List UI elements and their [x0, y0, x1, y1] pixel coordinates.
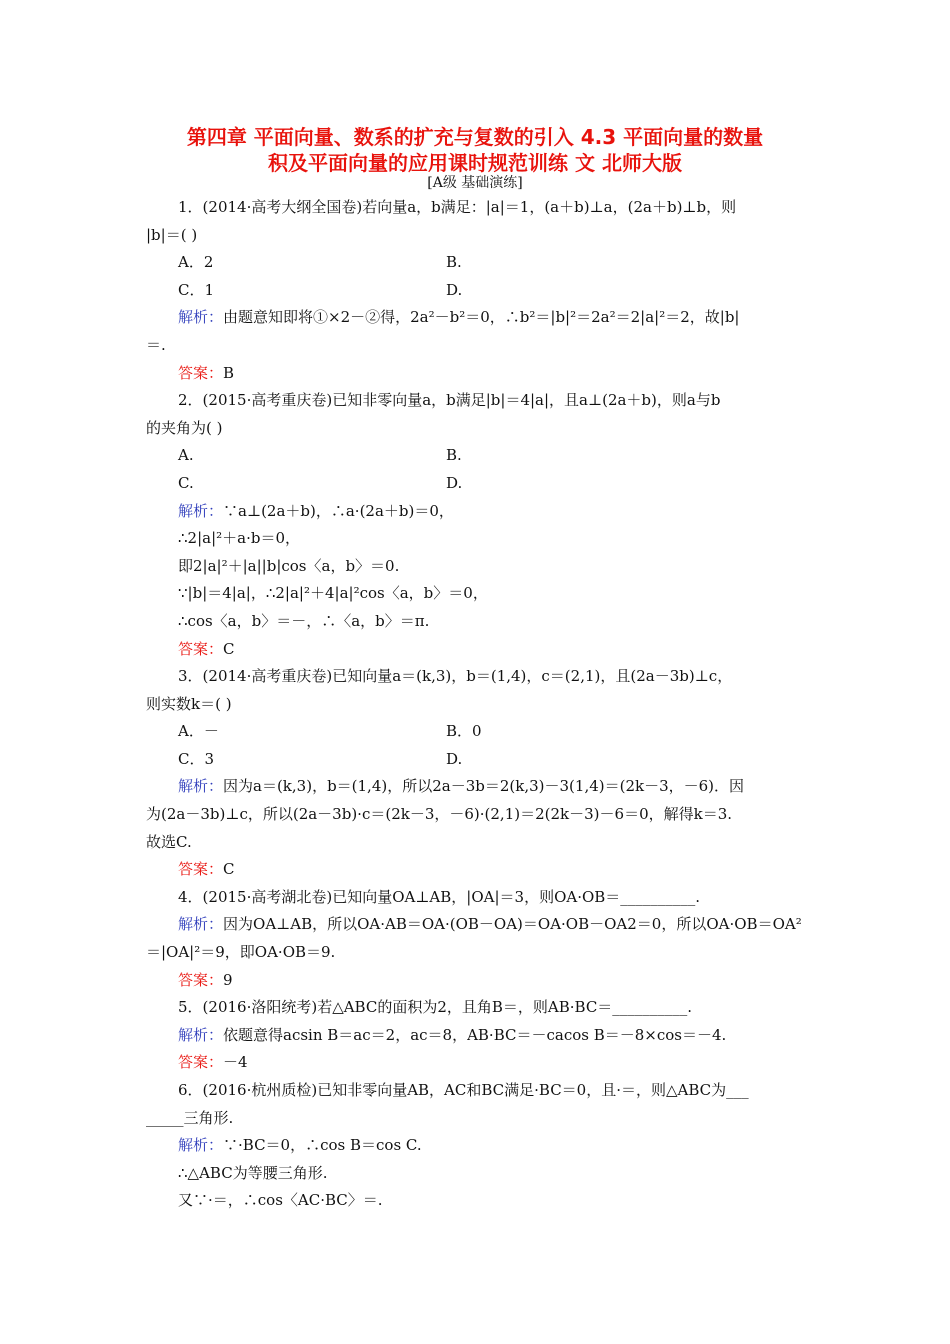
q2-analysis-text-1: ∵a⊥(2a＋b)，∴a·(2a＋b)＝0， [223, 501, 454, 520]
q1-answer-label: 答案： [178, 363, 224, 382]
q3-choices-row-1 [146, 718, 808, 746]
q1-choice-c: C．1 [178, 280, 215, 299]
q2-choices-row-2 [146, 470, 808, 498]
q2-analysis-line-3: 即2|a|²＋|a||b|cos〈a，b〉＝0. [178, 556, 400, 575]
q2-answer-value: C [223, 639, 235, 658]
q2-choice-c: C. [178, 473, 194, 492]
q5-answer-value: －4 [223, 1053, 248, 1072]
q5-answer-label: 答案： [178, 1053, 224, 1072]
q2-stem-line-1: 2．(2015·高考重庆卷)已知非零向量a，b满足|b|＝4|a|，且a⊥(2a＋b)，则a与b [178, 391, 721, 410]
q5-analysis-text: 依题意得acsin B＝ac＝2，ac＝8，AB·BC＝－cacos B＝－8×cos＝－4. [223, 1025, 727, 1044]
q4-analysis-line-2: ＝|OA|²＝9，即OA·OB＝9. [146, 943, 336, 962]
title-line-1: 第四章 平面向量、数系的扩充与复数的引入 4.3 平面向量的数量 [186, 125, 764, 149]
q1-analysis-text-1: 由题意知即将①×2－②得，2a²－b²＝0，∴b²＝|b|²＝2a²＝2|a|²＝2，故|b| [223, 308, 740, 327]
q4-answer-value: 9 [223, 970, 233, 989]
q1-answer-value: B [223, 363, 235, 382]
q1-choices-row-1 [146, 249, 808, 277]
q4-analysis-label: 解析： [178, 915, 224, 934]
q3-analysis-line-3: 故选C. [146, 832, 192, 851]
q3-choice-c: C．3 [178, 749, 215, 768]
q1-analysis-label: 解析： [178, 308, 224, 327]
q1-analysis-line-1 [146, 304, 808, 332]
q2-analysis-line-2: ∴2|a|²＋a·b＝0， [178, 529, 301, 548]
q1-analysis-line-2: ＝. [146, 335, 166, 354]
q3-stem-line-2: 则实数k＝( ) [146, 694, 232, 713]
q1-choices-row-2 [146, 277, 808, 305]
q3-analysis-line-2: 为(2a－3b)⊥c，所以(2a－3b)·c＝(2k－3，－6)·(2,1)＝2(2k－3)－6＝0，解得k＝3. [146, 805, 733, 824]
q3-choices-row-2 [146, 746, 808, 774]
q1-choice-d: D. [446, 280, 463, 299]
q6-stem-line-1: 6．(2016·杭州质检)已知非零向量AB，AC和BC满足·BC＝0，且·＝，则△ABC为___ [178, 1081, 749, 1099]
q1-choice-a: A．2 [178, 253, 214, 272]
q4-analysis-line-1 [146, 911, 808, 939]
q2-answer-label: 答案： [178, 639, 224, 658]
q4-stem: 4．(2015·高考湖北卷)已知向量OA⊥AB，|OA|＝3，则OA·OB＝__________. [178, 887, 701, 906]
q2-choice-d: D. [446, 473, 463, 492]
q5-stem: 5．(2016·洛阳统考)若△ABC的面积为2，且角B＝，则AB·BC＝__________. [178, 998, 693, 1017]
q4-answer-label: 答案： [178, 970, 224, 989]
q4-analysis-text-1: 因为OA⊥AB，所以OA·AB＝OA·(OB－OA)＝OA·OB－OA2＝0，所以OA·OB＝OA² [223, 915, 802, 934]
exercise-body [146, 194, 808, 1215]
q2-stem-line-2: 的夹角为( ) [146, 418, 223, 437]
q6-analysis-line-3: 又∵·＝，∴cos〈AC·BC〉＝. [178, 1191, 383, 1210]
document-title [100, 124, 850, 176]
q6-analysis-text-1: ∵·BC＝0，∴cos B＝cos C. [223, 1136, 422, 1155]
q2-analysis-line-5: ∴cos〈a，b〉＝－，∴〈a，b〉＝π. [178, 611, 430, 630]
q2-analysis-line-1 [146, 498, 808, 526]
q2-analysis-label: 解析： [178, 501, 224, 520]
q6-analysis-line-1 [146, 1132, 808, 1160]
q3-stem-line-1: 3．(2014·高考重庆卷)已知向量a＝(k,3)，b＝(1,4)，c＝(2,1)，且(2a－3b)⊥c， [178, 667, 733, 686]
q6-analysis-line-2: ∴△ABC为等腰三角形. [178, 1163, 328, 1182]
q2-analysis-line-4: ∵|b|＝4|a|，∴2|a|²＋4|a|²cos〈a，b〉＝0， [178, 584, 488, 603]
q5-analysis [146, 1022, 808, 1050]
q2-choice-b: B. [446, 446, 462, 465]
q2-answer [146, 636, 808, 664]
title-line-2: 积及平面向量的应用课时规范训练 文 北师大版 [268, 151, 682, 175]
q1-stem-line-1: 1．(2014·高考大纲全国卷)若向量a，b满足：|a|＝1，(a＋b)⊥a，(2a＋b)⊥b，则 [178, 198, 737, 216]
q3-analysis-text-1: 因为a＝(k,3)，b＝(1,4)，所以2a－3b＝2(k,3)－3(1,4)＝(2k－3，－6)．因 [223, 777, 745, 796]
q5-answer [146, 1049, 808, 1077]
q1-stem-line-2: |b|＝( ) [146, 225, 198, 244]
q3-answer-value: C [223, 860, 235, 879]
q4-answer [146, 967, 808, 995]
q5-analysis-label: 解析： [178, 1025, 224, 1044]
q3-answer [146, 856, 808, 884]
q3-answer-label: 答案： [178, 860, 224, 879]
q3-choice-a: A．－ [178, 722, 219, 741]
q3-choice-b: B．0 [446, 722, 482, 741]
level-heading: [A级 基础演练] [427, 175, 523, 191]
q3-analysis-label: 解析： [178, 777, 224, 796]
q2-choices-row-1 [146, 442, 808, 470]
q1-answer [146, 360, 808, 388]
q6-analysis-label: 解析： [178, 1136, 224, 1155]
q3-choice-d: D. [446, 749, 463, 768]
q1-choice-b: B. [446, 253, 462, 272]
q3-analysis-line-1 [146, 773, 808, 801]
q2-choice-a: A. [178, 446, 194, 465]
q6-stem-line-2: _____三角形. [146, 1108, 234, 1127]
